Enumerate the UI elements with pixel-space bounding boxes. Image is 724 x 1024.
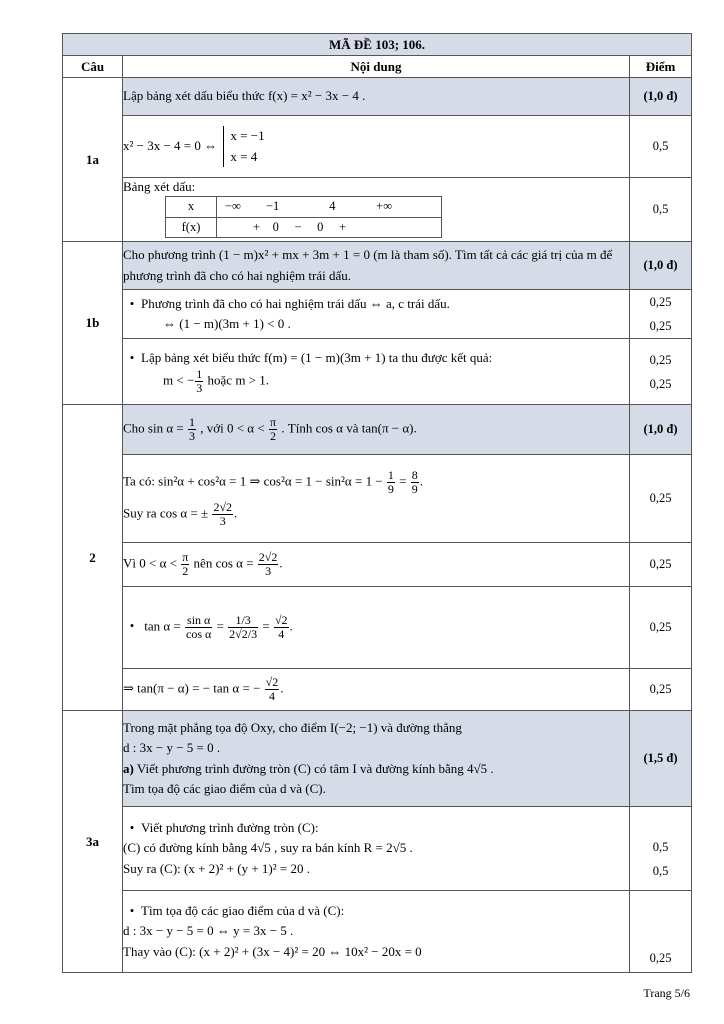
- q2-step2-points: 0,25: [630, 543, 692, 587]
- q1a-prompt: Lập bảng xét dấu biểu thức f(x) = x² − 3x − 4 .: [123, 78, 630, 116]
- q2-prompt: Cho sin α = $\frac{1}{3}$ , với 0 < α < $\frac{\pi}{2}$ . Tính cos α và tan(π − α).: [123, 405, 630, 455]
- q3a-step1-points: 0,5 0,5: [630, 807, 692, 891]
- q2-step2: Vì 0 < α < $\frac{\pi}{2}$ nên cos α = $\frac{2√2}{3}$ .: [123, 543, 630, 587]
- q3a-prompt-points: (1,5 đ): [630, 711, 692, 807]
- q1b-prompt: Cho phương trình (1 − m)x² + mx + 3m + 1 = 0 (m là tham số). Tìm tất cả các giá trị của m để phương trình đã cho có hai nghiệm trái dấu.: [123, 242, 630, 290]
- question-label-1b: 1b: [63, 242, 123, 405]
- q1b-step2: • Lập bảng xét biểu thức f(m) = (1 − m)(3m + 1) ta thu được kết quả: m < − $\frac{1}{3}$ hoặc m > 1.: [123, 339, 630, 405]
- q2-step3: • tan α = $\frac{\text{sin α}}{\text{cos α}}$ = $\frac{1/3}{2√2/3}$ = $\frac{√2}{4}$ .: [123, 587, 630, 669]
- q3a-step2: • Tìm tọa độ các giao điểm của d và (C): d : 3x − y − 5 = 0 ⇔ y = 3x − 5 . Thay vào (C): (x + 2)² + (3x − 4)² = 20 ⇔ 10x² − 20x = 0: [123, 891, 630, 973]
- q1b-prompt-points: (1,0 đ): [630, 242, 692, 290]
- page-number: Trang 5/6: [643, 986, 690, 1000]
- header-cau: Câu: [63, 56, 123, 78]
- q2-step4-points: 0,25: [630, 669, 692, 711]
- q1a-step1-points: 0,5: [630, 116, 692, 178]
- q2-step3-points: 0,25: [630, 587, 692, 669]
- sign-table: x −∞ −1 4 +∞ f(x) + 0 − 0 +: [165, 196, 442, 238]
- q2-step4: ⇒ tan(π − α) = − tan α = − $\frac{√2}{4}$ .: [123, 669, 630, 711]
- q1a-step2-points: 0,5: [630, 178, 692, 242]
- answer-key-table: [62, 33, 692, 973]
- q1a-step2: Bảng xét dấu: x −∞ −1 4 +∞ f(x) + 0 − 0 +: [123, 178, 630, 242]
- question-label-2: 2: [63, 405, 123, 711]
- question-label-1a: 1a: [63, 78, 123, 242]
- q2-step1: Ta có: sin²α + cos²α = 1 ⇒ cos²α = 1 − sin²α = 1 − $\frac{1}{9}$ = $\frac{8}{9}$ . Suy ra cos α = ± $\frac{2√2}{3}$ .: [123, 455, 630, 543]
- q3a-step2-points: 0,25: [630, 891, 692, 973]
- header-diem: Điểm: [630, 56, 692, 78]
- q3a-step1: • Viết phương trình đường tròn (C): (C) có đường kính bằng 4√5 , suy ra bán kính R = 2√5 . Suy ra (C): (x + 2)² + (y + 1)² = 20 .: [123, 807, 630, 891]
- q1b-step1-points: 0,25 0,25: [630, 290, 692, 339]
- q3a-prompt: Trong mặt phẳng tọa độ Oxy, cho điểm I(−2; −1) và đường thẳng d : 3x − y − 5 = 0 . a) Viết phương trình đường tròn (C) có tâm I và đường kính bằng 4√5 . Tìm tọa độ các giao điểm của d và (C).: [123, 711, 630, 807]
- header-noidung: Nội dung: [123, 56, 630, 78]
- q1a-prompt-points: (1,0 đ): [630, 78, 692, 116]
- q1b-step2-points: 0,25 0,25: [630, 339, 692, 405]
- q2-step1-points: 0,25: [630, 455, 692, 543]
- q1b-step1: • Phương trình đã cho có hai nghiệm trái dấu ⇔ a, c trái dấu. ⇔ (1 − m)(3m + 1) < 0 .: [123, 290, 630, 339]
- question-label-3a: 3a: [63, 711, 123, 973]
- q1a-step1: x² − 3x − 4 = 0 ⇔ x = −1 x = 4: [123, 116, 630, 178]
- q2-prompt-points: (1,0 đ): [630, 405, 692, 455]
- solution-bracket: x = −1 x = 4: [223, 126, 264, 168]
- exam-code-title: MÃ ĐỀ 103; 106.: [63, 34, 692, 56]
